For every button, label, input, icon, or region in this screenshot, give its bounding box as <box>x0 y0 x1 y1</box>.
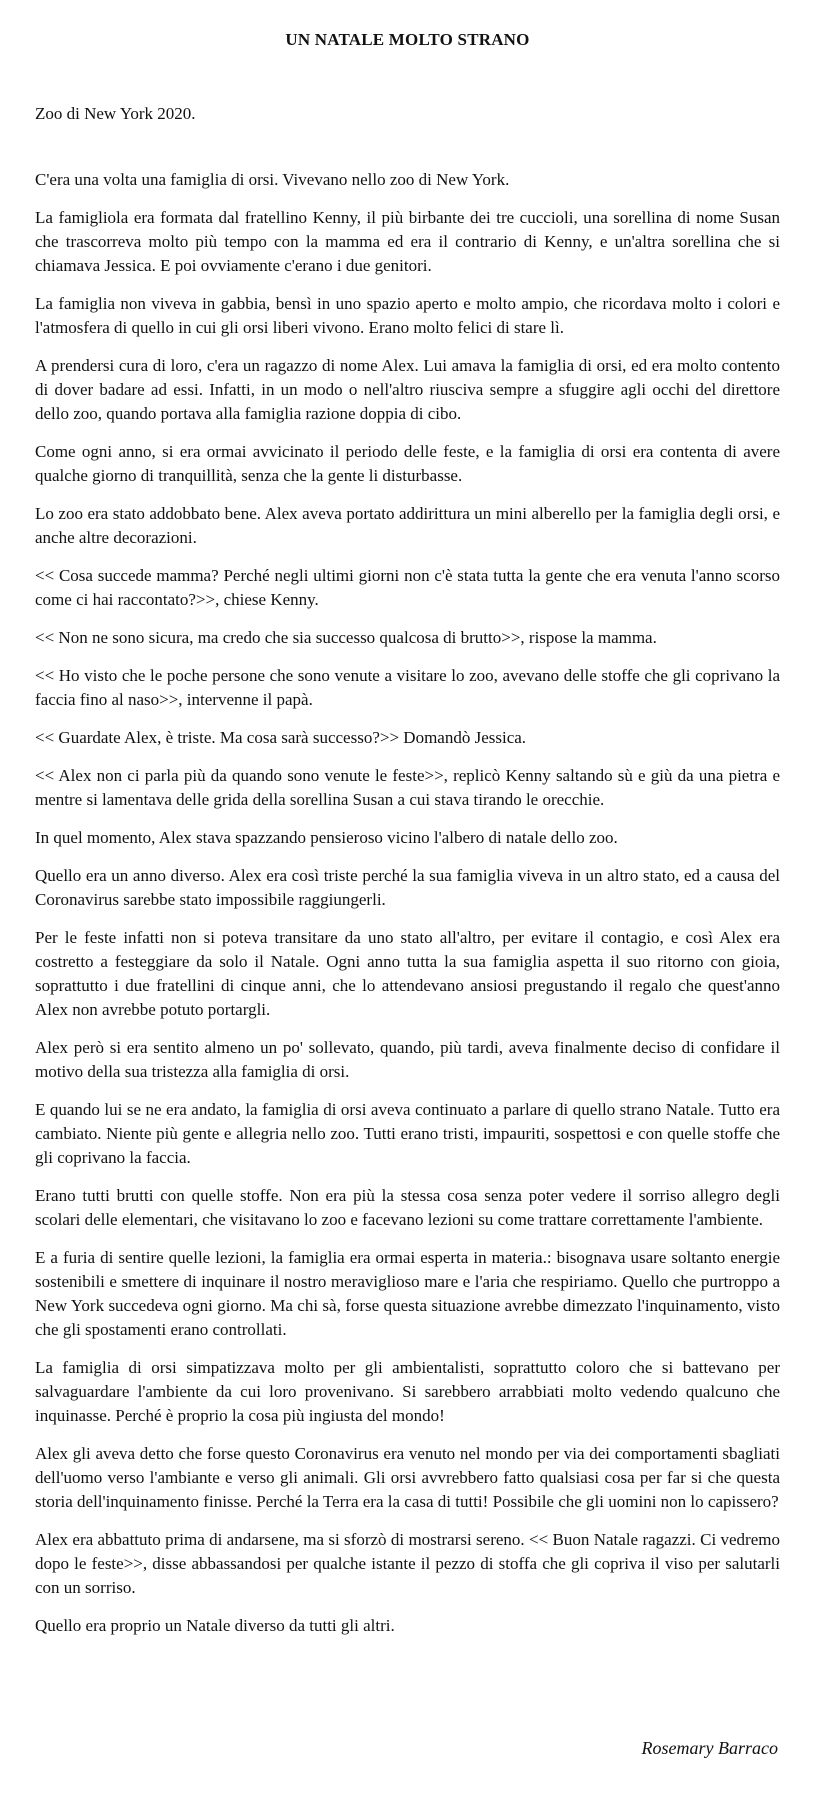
paragraph: Erano tutti brutti con quelle stoffe. Non era più la stessa cosa senza poter vedere il sorriso allegro degli scolari delle elementari, che visitavano lo zoo e facevano lezioni su come trattare correttamente l'ambiente. <box>35 1186 780 1229</box>
paragraph: << Non ne sono sicura, ma credo che sia successo qualcosa di brutto>>, rispose la mamma. <box>35 628 657 647</box>
paragraph: Come ogni anno, si era ormai avvicinato il periodo delle feste, e la famiglia di orsi era contenta di avere qualche giorno di tranquillità, senza che la gente li disturbasse. <box>35 442 780 485</box>
paragraph: La famiglia di orsi simpatizzava molto per gli ambientalisti, soprattutto coloro che si battevano per salvaguardare l'ambiente da cui loro provenivano. Si sarebbero arrabbiati molto vedendo qualcuno che inquinasse. Perché è proprio la cosa più ingiusta del mondo! <box>35 1358 780 1425</box>
paragraph: Alex gli aveva detto che forse questo Coronavirus era venuto nel mondo per via dei comportamenti sbagliati dell'uomo verso l'ambiante e verso gli animali. Gli orsi avvrebbero fatto qualsiasi cosa per far si che questa storia dell'inquinamento finisse. Perché la Terra era la casa di tutti! Possibile che gli uomini non lo capissero? <box>35 1444 780 1511</box>
paragraph: C'era una volta una famiglia di orsi. Vivevano nello zoo di New York. <box>35 170 510 189</box>
paragraph: E a furia di sentire quelle lezioni, la famiglia era ormai esperta in materia.: bisognava usare soltanto energie sostenibili e smettere di inquinare il nostro meraviglioso mare e l'aria che respiriamo. Quello che purtroppo a New York succedeva ogni giorno. Ma chi sà, forse questa situazione avrebbe dimezzato l'inquinamento, visto che gli spostamenti erano controllati. <box>35 1248 780 1339</box>
paragraph: La famiglia non viveva in gabbia, bensì in uno spazio aperto e molto ampio, che ricordava molto i colori e l'atmosfera di quello in cui gli orsi liberi vivono. Erano molto felici di stare lì. <box>35 294 780 337</box>
paragraph: Quello era proprio un Natale diverso da tutti gli altri. <box>35 1616 395 1635</box>
paragraph: Alex però si era sentito almeno un po' sollevato, quando, più tardi, aveva finalmente deciso di confidare il motivo della sua tristezza alla famiglia di orsi. <box>35 1038 780 1081</box>
paragraph: Quello era un anno diverso. Alex era così triste perché la sua famiglia viveva in un altro stato, ed a causa del Coronavirus sarebbe stato impossibile raggiungerli. <box>35 866 780 909</box>
paragraph: << Guardate Alex, è triste. Ma cosa sarà successo?>> Domandò Jessica. <box>35 728 527 747</box>
document-title: UN NATALE MOLTO STRANO <box>285 30 530 49</box>
paragraph: Lo zoo era stato addobbato bene. Alex aveva portato addirittura un mini alberello per la famiglia degli orsi, e anche altre decorazioni. <box>35 504 780 547</box>
paragraph: << Ho visto che le poche persone che sono venute a visitare lo zoo, avevano delle stoffe che gli coprivano la faccia fino al naso>>, intervenne il papà. <box>35 666 780 709</box>
story-body <box>35 168 780 1652</box>
paragraph: << Cosa succede mamma? Perché negli ultimi giorni non c'è stata tutta la gente che era venuta l'anno scorso come ci hai raccontato?>>, chiese Kenny. <box>35 566 780 609</box>
paragraph: E quando lui se ne era andato, la famiglia di orsi aveva continuato a parlare di quello strano Natale. Tutto era cambiato. Niente più gente e allegria nello zoo. Tutti erano tristi, impauriti, sospettosi e con quelle stoffe che gli coprivano la faccia. <box>35 1100 780 1167</box>
paragraph: << Alex non ci parla più da quando sono venute le feste>>, replicò Kenny saltando sù e giù da una pietra e mentre si lamentava delle grida della sorellina Susan a cui stava tirando le orecchie. <box>35 766 780 809</box>
paragraph: A prendersi cura di loro, c'era un ragazzo di nome Alex. Lui amava la famiglia di orsi, ed era molto contento di dover badare ad essi. Infatti, in un modo o nell'altro riusciva sempre a sfuggire agli occhi del direttore dello zoo, quando portava alla famiglia razione doppia di cibo. <box>35 356 780 423</box>
dateline: Zoo di New York 2020. <box>35 104 196 123</box>
paragraph: In quel momento, Alex stava spazzando pensieroso vicino l'albero di natale dello zoo. <box>35 828 618 847</box>
paragraph: La famigliola era formata dal fratellino Kenny, il più birbante dei tre cuccioli, una sorellina di nome Susan che trascorreva molto più tempo con la mamma ed era il contrario di Kenny, e un'altra sorellina che si chiamava Jessica. E poi ovviamente c'erano i due genitori. <box>35 208 780 275</box>
paragraph: Alex era abbattuto prima di andarsene, ma si sforzò di mostrarsi sereno. << Buon Natale ragazzi. Ci vedremo dopo le feste>>, disse abbassandosi per qualche istante il pezzo di stoffa che gli copriva il viso per salutarli con un sorriso. <box>35 1530 780 1597</box>
paragraph: Per le feste infatti non si poteva transitare da uno stato all'altro, per evitare il contagio, e così Alex era costretto a festeggiare da solo il Natale. Ogni anno tutta la sua famiglia aspetta il suo ritorno con gioia, soprattutto i due fratellini di cinque anni, che lo attendevano ansiosi pregustando il regalo che quest'anno Alex non avrebbe potuto portargli. <box>35 928 780 1019</box>
author-signature: Rosemary Barraco <box>641 1738 778 1758</box>
